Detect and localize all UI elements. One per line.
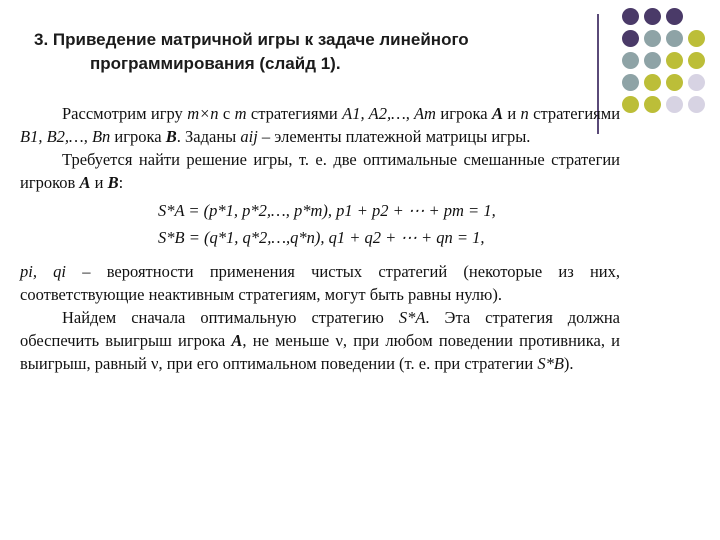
dot — [666, 96, 683, 113]
dot — [644, 52, 661, 69]
title-line-2: программирования (слайд 1). — [90, 54, 341, 73]
dot — [644, 30, 661, 47]
text: – элементы платежной матрицы игры. — [261, 127, 531, 146]
dot — [644, 8, 661, 25]
text: и — [94, 173, 104, 192]
text: и — [507, 104, 517, 123]
player-b: B — [107, 173, 119, 192]
math-m: m — [234, 104, 247, 123]
dot — [688, 74, 705, 91]
slide-body — [20, 102, 620, 375]
dot — [644, 74, 661, 91]
dot — [666, 30, 683, 47]
text: – вероятности применения чистых стратегий (некоторые из них, соответствующие неактивным стратегиям, могут быть равны нулю). — [20, 262, 621, 304]
text: стратегиями — [250, 104, 338, 123]
dot — [622, 74, 639, 91]
dot — [688, 52, 705, 69]
dot — [666, 74, 683, 91]
paragraph-4 — [20, 306, 620, 375]
formula-strategy-a: S*A = (p*1, p*2,…, p*m), p1 + p2 + ⋯ + pm = 1, — [158, 201, 496, 220]
math-strategies-b: B1, B2,…, Bn — [20, 127, 111, 146]
text: игрока — [114, 127, 162, 146]
text: ). — [563, 354, 574, 373]
text: игрока — [440, 104, 488, 123]
paragraph-1 — [20, 102, 620, 148]
dot — [688, 30, 705, 47]
dot — [622, 30, 639, 47]
math-strategies-a: A1, A2,…, Am — [342, 104, 436, 123]
text: Найдем сначала оптимальную стратегию — [62, 308, 384, 327]
dot — [622, 52, 639, 69]
text: Рассмотрим игру — [62, 104, 183, 123]
text: с — [222, 104, 231, 123]
dot — [666, 52, 683, 69]
formula-strategy-b: S*B = (q*1, q*2,…,q*n), q1 + q2 + ⋯ + qn = 1, — [158, 228, 485, 247]
slide-title — [34, 28, 594, 76]
player-a: A — [79, 173, 91, 192]
title-line-1: 3. Приведение матричной игры к задаче линейного — [34, 30, 469, 49]
player-a: A — [491, 104, 503, 123]
text: стратегиями — [533, 104, 621, 123]
dot — [666, 8, 683, 25]
paragraph-3 — [20, 260, 620, 306]
text: : — [118, 173, 124, 192]
math-sb: S*B — [537, 354, 564, 373]
dot — [622, 8, 639, 25]
text: . Эта стратегия должна обеспечить выигрыш игрока — [20, 308, 621, 350]
text: , не меньше ν, при любом поведении противника, и выигрыш, равный ν, при его оптимальном поведении (т. е. при стратегии — [20, 331, 621, 373]
dot — [622, 96, 639, 113]
dot — [644, 96, 661, 113]
text: Требуется найти решение игры, т. е. две оптимальные смешанные стратегии игроков — [20, 150, 620, 192]
math-aij: aij — [240, 127, 258, 146]
decorative-dot-grid — [622, 8, 718, 120]
math-pi-qi: pi, qi — [20, 262, 67, 281]
dot — [688, 96, 705, 113]
player-a: A — [231, 331, 243, 350]
math-n: n — [520, 104, 529, 123]
player-b: B — [165, 127, 177, 146]
text: . Заданы — [176, 127, 237, 146]
math-sa: S*A — [398, 308, 426, 327]
math-mn: m×n — [187, 104, 219, 123]
paragraph-2 — [20, 148, 620, 194]
